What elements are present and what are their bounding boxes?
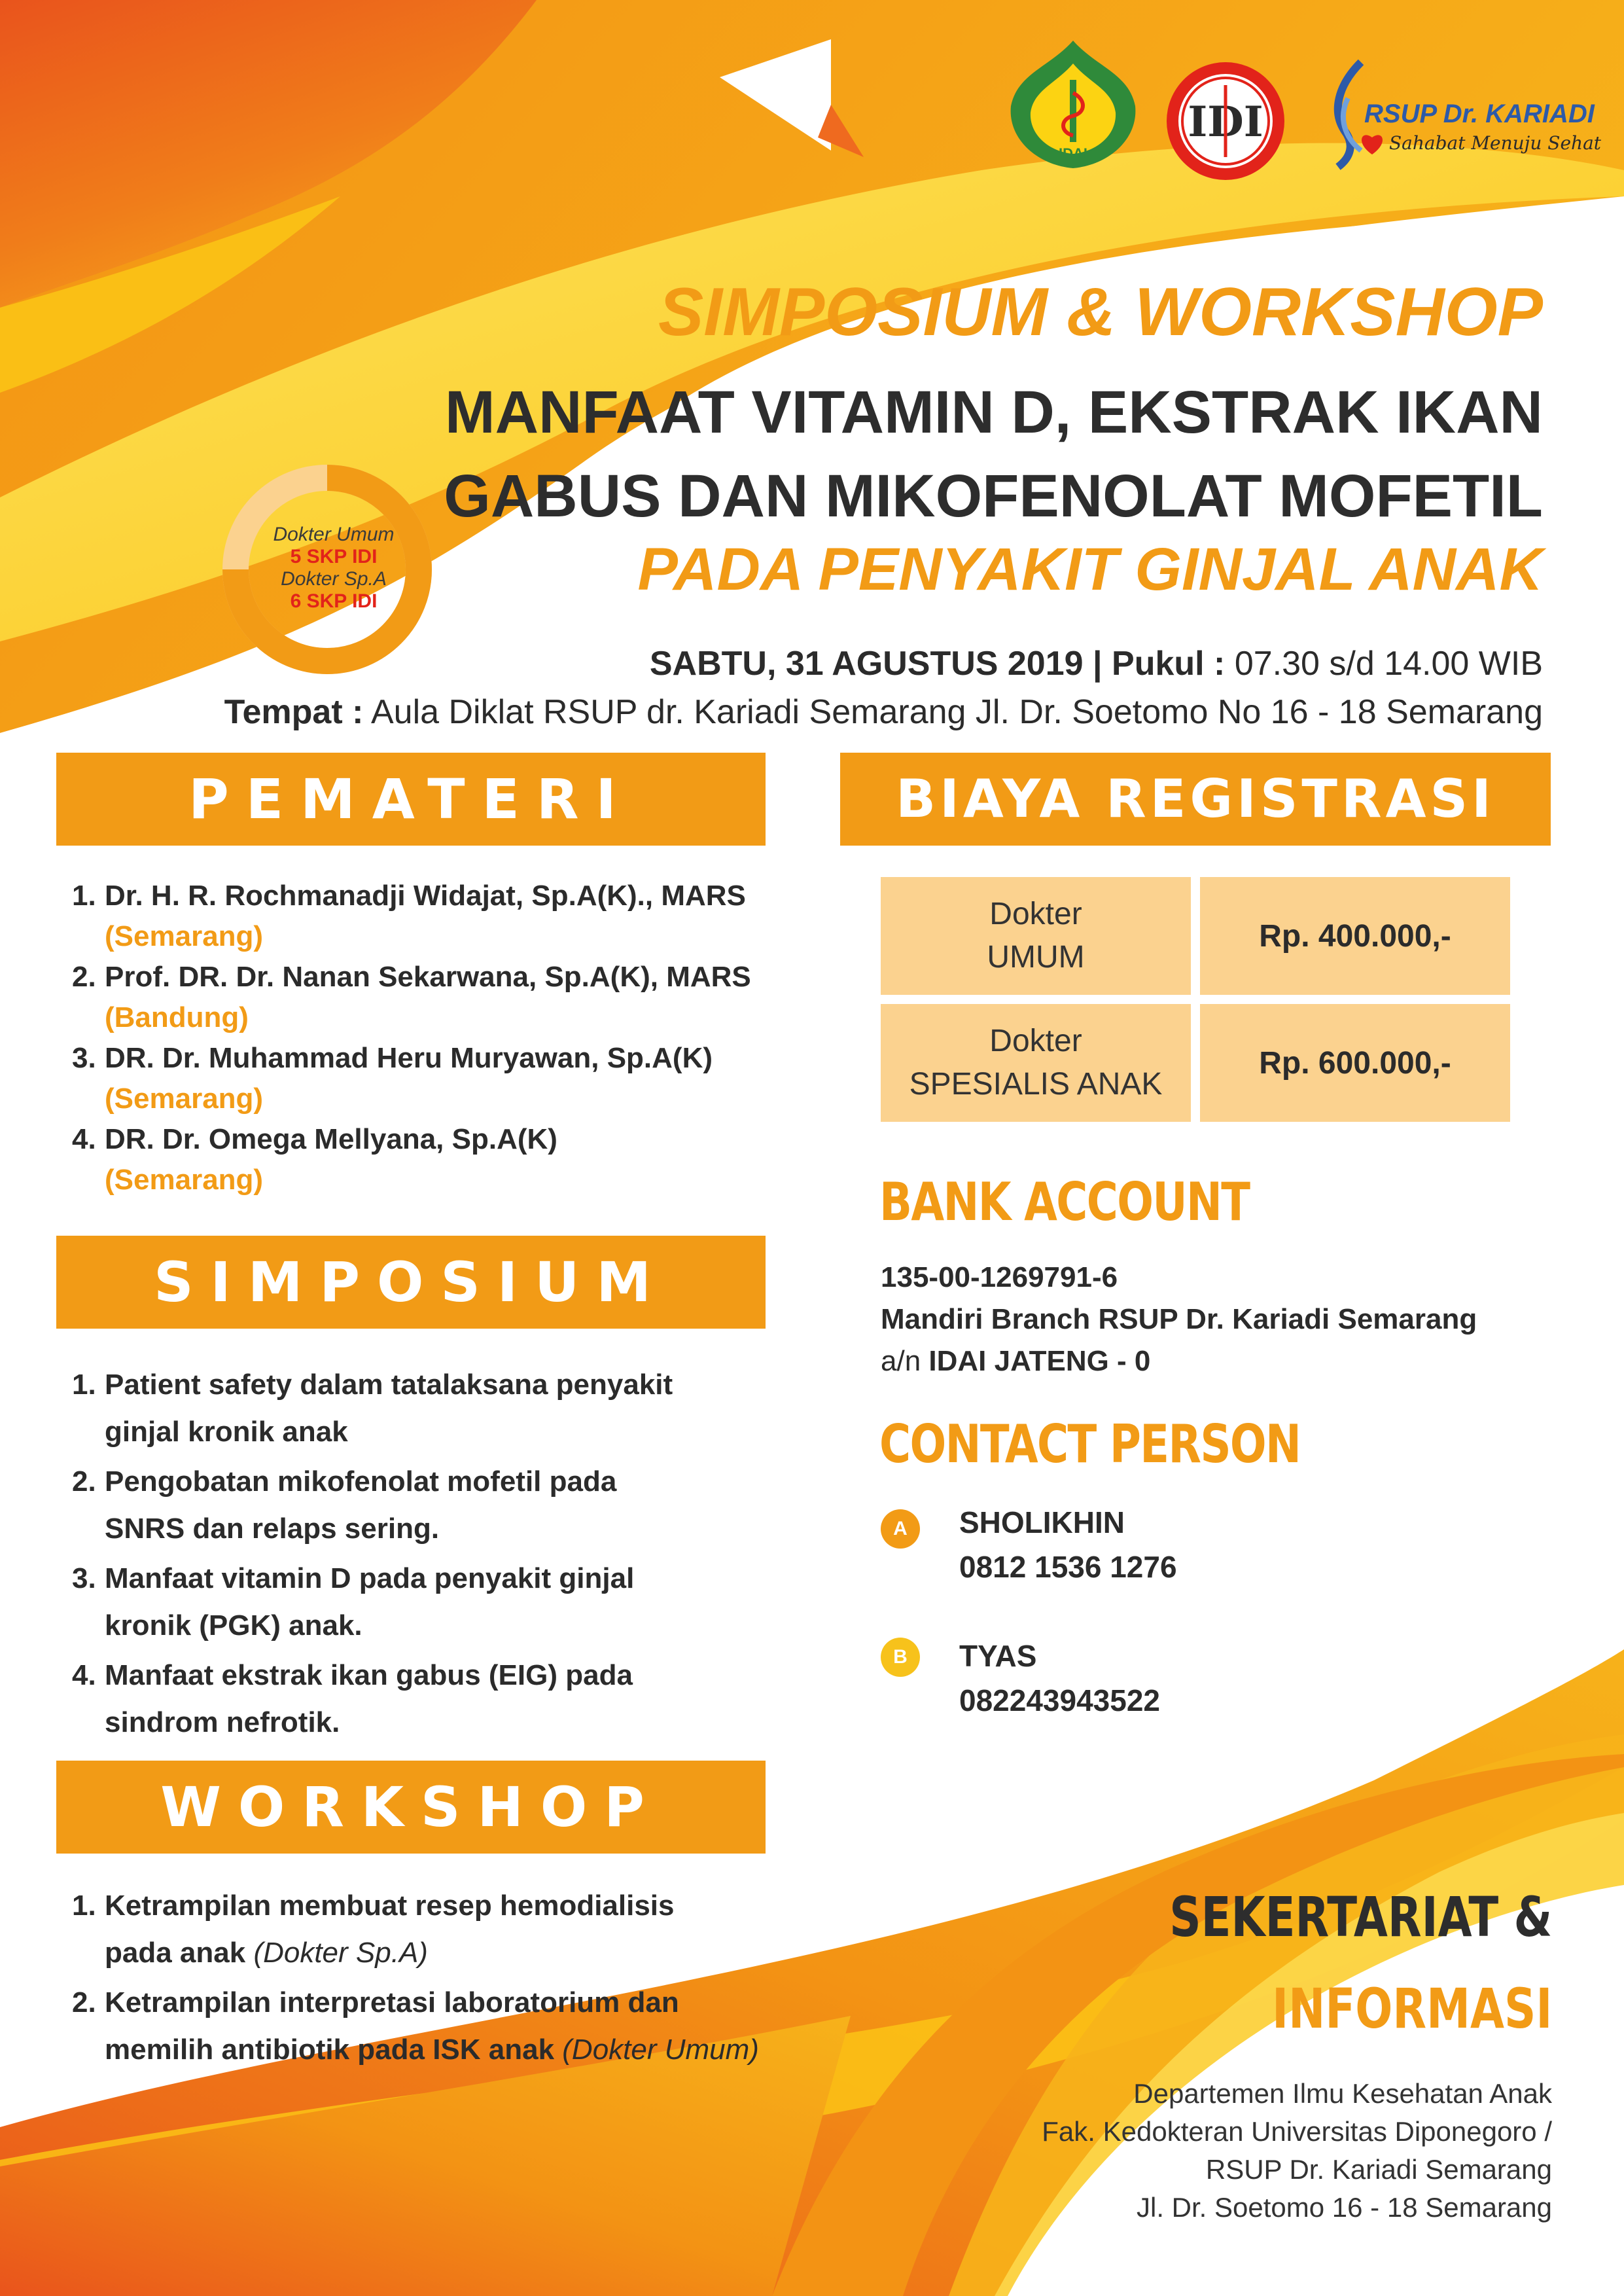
list-number: 1. (72, 880, 96, 912)
fee-price: Rp. 400.000,- (1259, 918, 1451, 954)
idai-logo (998, 27, 1148, 178)
venue-value: Aula Diklat RSUP dr. Kariadi Semarang Jl. Dr. Soetomo No 16 - 18 Semarang (363, 693, 1543, 731)
speaker-name: DR. Dr. Muhammad Heru Muryawan, Sp.A(K) (105, 1042, 713, 1074)
topic-line: sindrom nefrotik. (105, 1706, 340, 1738)
list-number: 4. (72, 1123, 96, 1155)
topic-line: Manfaat vitamin D pada penyakit ginjal (105, 1562, 635, 1594)
fee-label-line: UMUM (987, 940, 1085, 975)
speaker-city: (Bandung) (105, 1001, 249, 1033)
list-item (72, 1361, 792, 1456)
idi-logo (1163, 59, 1288, 183)
bank-heading: BANK ACCOUNT (879, 1172, 1250, 1232)
topic-line: Ketrampilan interpretasi laboratorium dan (105, 1986, 679, 2018)
list-number: 2. (72, 1465, 96, 1498)
list-item (72, 1652, 792, 1746)
skp-specialist-label: Dokter Sp.A (281, 568, 387, 590)
sekretariat-address (1042, 2075, 1552, 2227)
event-title-line3: PADA PENYAKIT GINJAL ANAK (637, 536, 1543, 603)
date-separator: | (1083, 645, 1112, 683)
topic-line: ginjal kronik anak (105, 1416, 348, 1448)
svg-text:IDAI: IDAI (1059, 145, 1087, 162)
contact-heading: CONTACT PERSON (879, 1414, 1301, 1475)
fee-price: Rp. 600.000,- (1259, 1045, 1451, 1081)
pemateri-heading: PEMATERI (56, 753, 766, 846)
list-item (72, 1458, 792, 1552)
topic-line: Ketrampilan membuat resep hemodialisis (105, 1890, 675, 1922)
fee-label-line: Dokter (989, 897, 1082, 931)
list-number: 3. (72, 1042, 96, 1074)
topic-text: memilih antibiotik pada ISK anak (105, 2034, 563, 2066)
speaker-city: (Semarang) (105, 920, 264, 952)
time-value: 07.30 s/d 14.00 WIB (1225, 645, 1543, 683)
audience-note: (Dokter Sp.A) (253, 1937, 428, 1969)
simposium-heading: SIMPOSIUM (56, 1236, 766, 1329)
speaker-city: (Semarang) (105, 1164, 264, 1196)
workshop-list (72, 1882, 857, 2076)
rsup-kariadi-logo (1325, 59, 1602, 170)
address-line: Fak. Kedokteran Universitas Diponegoro / (1042, 2116, 1552, 2147)
list-number: 2. (72, 961, 96, 993)
fee-label-cell (881, 877, 1191, 995)
list-item (72, 1119, 824, 1200)
bank-holder: IDAI JATENG - 0 (928, 1345, 1151, 1377)
contact-person (959, 1634, 1160, 1723)
list-item (72, 1038, 824, 1119)
topic-line: Pengobatan mikofenolat mofetil pada (105, 1465, 617, 1498)
bank-details (881, 1257, 1477, 1382)
event-type-title: SIMPOSIUM & WORKSHOP (658, 274, 1543, 350)
venue-label: Tempat : (224, 693, 364, 731)
heart-icon (1359, 132, 1385, 156)
skp-general-label: Dokter Umum (273, 524, 395, 545)
topic-line: kronik (PGK) anak. (105, 1609, 362, 1641)
bank-branch: Mandiri Branch RSUP Dr. Kariadi Semarang (881, 1303, 1477, 1335)
workshop-heading: WORKSHOP (56, 1761, 766, 1854)
list-number: 2. (72, 1986, 96, 2018)
topic-text: pada anak (105, 1937, 254, 1969)
fee-label-line: SPESIALIS ANAK (909, 1067, 1163, 1102)
address-line: RSUP Dr. Kariadi Semarang (1205, 2154, 1552, 2185)
fee-price-cell (1200, 877, 1510, 995)
list-item (72, 1882, 857, 1977)
contact-badge-a: A (881, 1509, 920, 1549)
audience-note: (Dokter Umum) (562, 2034, 759, 2066)
list-number: 4. (72, 1659, 96, 1691)
speaker-city: (Semarang) (105, 1083, 264, 1115)
event-title-main (444, 370, 1543, 538)
bank-holder-line (881, 1340, 1477, 1382)
contact-phone[interactable]: 0812 1536 1276 (959, 1550, 1177, 1584)
list-item (72, 957, 824, 1038)
biaya-heading: BIAYA REGISTRASI (840, 753, 1551, 846)
rsup-logo-text: RSUP Dr. KARIADI (1364, 99, 1595, 128)
list-number: 1. (72, 1369, 96, 1401)
speaker-name: Dr. H. R. Rochmanadji Widajat, Sp.A(K)., MARS (105, 880, 746, 912)
topic-line: Patient safety dalam tatalaksana penyakit (105, 1369, 673, 1401)
sekretariat-heading: SEKERTARIAT & (1169, 1885, 1552, 1949)
skp-general-value: 5 SKP IDI (290, 546, 378, 567)
contact-phone[interactable]: 082243943522 (959, 1683, 1160, 1717)
list-item (72, 1979, 857, 2073)
list-item (72, 876, 824, 957)
address-line: Jl. Dr. Soetomo 16 - 18 Semarang (1137, 2192, 1552, 2223)
event-title-line1: MANFAAT VITAMIN D, EKSTRAK IKAN (444, 379, 1543, 446)
simposium-list (72, 1361, 792, 1749)
contact-name: SHOLIKHIN (959, 1505, 1125, 1539)
fee-price-cell (1200, 1004, 1510, 1122)
date-time-line (650, 644, 1543, 683)
topic-line: Manfaat ekstrak ikan gabus (EIG) pada (105, 1659, 633, 1691)
contact-name: TYAS (959, 1639, 1037, 1673)
bank-account-number: 135-00-1269791-6 (881, 1261, 1118, 1293)
event-title-line2: GABUS DAN MIKOFENOLAT MOFETIL (444, 463, 1543, 529)
svg-text:IDI: IDI (1188, 98, 1263, 147)
event-date: SABTU, 31 AGUSTUS 2019 (649, 645, 1084, 683)
time-label: Pukul : (1112, 645, 1226, 683)
informasi-heading: INFORMASI (1271, 1977, 1552, 2041)
topic-line (105, 2026, 857, 2073)
rsup-tagline: Sahabat Menuju Sehat (1389, 132, 1602, 154)
fee-label-line: Dokter (989, 1024, 1082, 1058)
speaker-list (72, 876, 824, 1200)
list-number: 3. (72, 1562, 96, 1594)
list-number: 1. (72, 1890, 96, 1922)
venue-line (224, 692, 1543, 732)
contact-badge-b: B (881, 1638, 920, 1677)
topic-line (105, 1929, 857, 1977)
fee-label-cell (881, 1004, 1191, 1122)
skp-credits (236, 524, 432, 613)
speaker-name: DR. Dr. Omega Mellyana, Sp.A(K) (105, 1123, 557, 1155)
bank-holder-prefix: a/n (881, 1345, 929, 1377)
speaker-name: Prof. DR. Dr. Nanan Sekarwana, Sp.A(K), MARS (105, 961, 751, 993)
topic-line: SNRS dan relaps sering. (105, 1513, 440, 1545)
skp-specialist-value: 6 SKP IDI (290, 590, 378, 612)
address-line: Departemen Ilmu Kesehatan Anak (1133, 2078, 1552, 2109)
list-item (72, 1555, 792, 1649)
contact-person (959, 1500, 1177, 1589)
